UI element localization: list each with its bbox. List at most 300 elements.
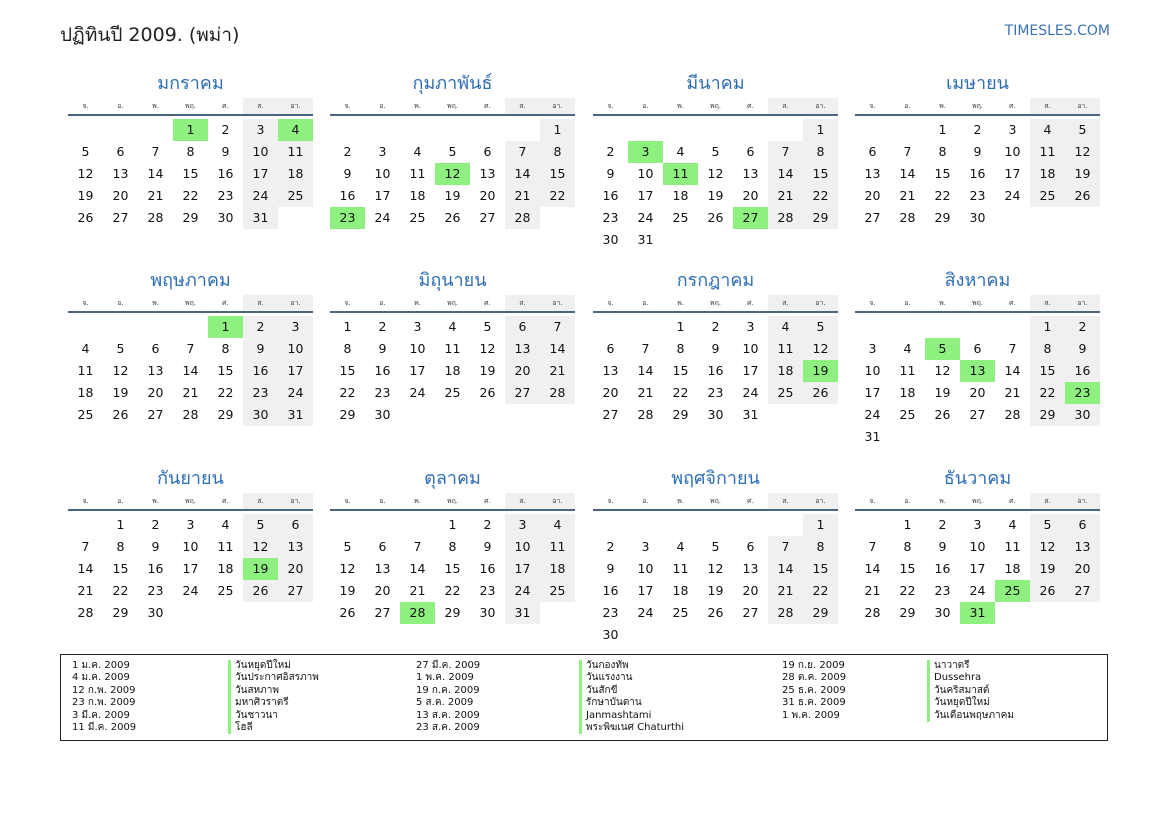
day-cell[interactable]: 12 [1065, 141, 1100, 163]
day-cell[interactable]: 4 [676, 539, 685, 554]
day-cell[interactable]: 21 [182, 385, 199, 400]
day-cell[interactable]: 8 [448, 539, 457, 554]
day-cell[interactable]: 10 [182, 539, 199, 554]
day-cell[interactable]: 3 [505, 514, 540, 536]
day-cell[interactable]: 5 [711, 539, 720, 554]
day-cell[interactable]: 14 [768, 163, 803, 185]
day-cell[interactable]: 8 [903, 539, 912, 554]
day-cell[interactable]: 11 [278, 141, 313, 163]
day-cell[interactable]: 16 [243, 360, 278, 382]
day-cell[interactable]: 11 [1030, 141, 1065, 163]
day-cell[interactable]: 7 [81, 539, 90, 554]
day-cell[interactable]: 1 [540, 119, 575, 141]
day-cell[interactable]: 10 [505, 536, 540, 558]
day-cell[interactable]: 19 [934, 385, 951, 400]
day-cell[interactable]: 8 [1030, 338, 1065, 360]
day-cell[interactable]: 26 [243, 580, 278, 602]
day-cell[interactable]: 8 [803, 141, 838, 163]
day-cell[interactable]: 17 [505, 558, 540, 580]
day-cell[interactable]: 22 [540, 185, 575, 207]
day-cell[interactable]: 8 [116, 539, 125, 554]
day-cell[interactable]: 30 [934, 605, 951, 620]
day-cell[interactable]: 15 [339, 363, 356, 378]
day-cell[interactable]: 26 [1030, 580, 1065, 602]
day-cell[interactable]: 9 [606, 561, 615, 576]
day-cell[interactable]: 3 [378, 144, 387, 159]
day-cell[interactable]: 30 [243, 404, 278, 426]
day-cell[interactable]: 6 [973, 341, 982, 356]
day-cell[interactable]: 31 [864, 429, 881, 444]
day-cell[interactable]: 12 [1030, 536, 1065, 558]
day-cell[interactable]: 8 [938, 144, 947, 159]
day-cell[interactable]: 21 [77, 583, 94, 598]
day-cell[interactable]: 10 [1004, 144, 1021, 159]
day-cell[interactable]: 10 [278, 338, 313, 360]
day-cell[interactable]: 7 [186, 341, 195, 356]
day-cell[interactable]: 15 [803, 558, 838, 580]
day-cell[interactable]: 14 [505, 163, 540, 185]
day-cell[interactable]: 27 [112, 210, 129, 225]
day-cell[interactable]: 23 [243, 382, 278, 404]
day-cell[interactable]: 28 [864, 605, 881, 620]
day-cell[interactable]: 7 [768, 536, 803, 558]
day-cell[interactable]: 14 [182, 363, 199, 378]
day-cell[interactable]: 18 [444, 363, 461, 378]
day-cell[interactable]: 23 [147, 583, 164, 598]
day-cell[interactable]: 15 [803, 163, 838, 185]
day-cell[interactable]: 25 [672, 210, 689, 225]
day-cell[interactable]: 20 [969, 385, 986, 400]
day-cell[interactable]: 25 [768, 382, 803, 404]
day-cell[interactable]: 1 [1030, 316, 1065, 338]
day-cell[interactable]: 7 [641, 341, 650, 356]
day-cell[interactable]: 5 [483, 319, 492, 334]
day-cell[interactable]: 22 [1030, 382, 1065, 404]
day-cell[interactable]: 29 [934, 210, 951, 225]
day-cell[interactable]: 25 [540, 580, 575, 602]
day-cell[interactable]: 23 [602, 605, 619, 620]
day-cell[interactable]: 4 [903, 341, 912, 356]
day-cell[interactable]: 1 [676, 319, 685, 334]
day-cell[interactable]: 7 [903, 144, 912, 159]
day-cell[interactable]: 26 [934, 407, 951, 422]
holiday-day-cell[interactable]: 5 [925, 338, 960, 360]
day-cell[interactable]: 28 [505, 207, 540, 229]
day-cell[interactable]: 24 [505, 580, 540, 602]
day-cell[interactable]: 29 [899, 605, 916, 620]
day-cell[interactable]: 6 [278, 514, 313, 536]
day-cell[interactable]: 9 [1065, 338, 1100, 360]
day-cell[interactable]: 6 [151, 341, 160, 356]
day-cell[interactable]: 23 [934, 583, 951, 598]
day-cell[interactable]: 19 [77, 188, 94, 203]
day-cell[interactable]: 5 [1030, 514, 1065, 536]
day-cell[interactable]: 4 [1030, 119, 1065, 141]
day-cell[interactable]: 20 [479, 188, 496, 203]
day-cell[interactable]: 15 [540, 163, 575, 185]
day-cell[interactable]: 3 [278, 316, 313, 338]
day-cell[interactable]: 4 [676, 144, 685, 159]
day-cell[interactable]: 4 [81, 341, 90, 356]
day-cell[interactable]: 17 [864, 385, 881, 400]
day-cell[interactable]: 16 [374, 363, 391, 378]
day-cell[interactable]: 6 [378, 539, 387, 554]
day-cell[interactable]: 7 [151, 144, 160, 159]
day-cell[interactable]: 15 [217, 363, 234, 378]
day-cell[interactable]: 24 [278, 382, 313, 404]
day-cell[interactable]: 21 [409, 583, 426, 598]
day-cell[interactable]: 5 [243, 514, 278, 536]
day-cell[interactable]: 13 [742, 561, 759, 576]
day-cell[interactable]: 22 [899, 583, 916, 598]
holiday-day-cell[interactable]: 1 [208, 316, 243, 338]
day-cell[interactable]: 3 [413, 319, 422, 334]
day-cell[interactable]: 18 [409, 188, 426, 203]
day-cell[interactable]: 15 [112, 561, 129, 576]
day-cell[interactable]: 23 [374, 385, 391, 400]
day-cell[interactable]: 12 [77, 166, 94, 181]
day-cell[interactable]: 3 [973, 517, 982, 532]
holiday-day-cell[interactable]: 12 [435, 163, 470, 185]
day-cell[interactable]: 3 [1008, 122, 1017, 137]
day-cell[interactable]: 29 [217, 407, 234, 422]
day-cell[interactable]: 9 [606, 166, 615, 181]
day-cell[interactable]: 15 [444, 561, 461, 576]
day-cell[interactable]: 2 [151, 517, 160, 532]
day-cell[interactable]: 10 [637, 561, 654, 576]
day-cell[interactable]: 14 [637, 363, 654, 378]
day-cell[interactable]: 20 [742, 188, 759, 203]
day-cell[interactable]: 6 [868, 144, 877, 159]
day-cell[interactable]: 29 [112, 605, 129, 620]
day-cell[interactable]: 25 [672, 605, 689, 620]
day-cell[interactable]: 31 [742, 407, 759, 422]
day-cell[interactable]: 7 [540, 316, 575, 338]
day-cell[interactable]: 17 [637, 188, 654, 203]
day-cell[interactable]: 20 [374, 583, 391, 598]
day-cell[interactable]: 9 [973, 144, 982, 159]
day-cell[interactable]: 23 [217, 188, 234, 203]
day-cell[interactable]: 24 [374, 210, 391, 225]
day-cell[interactable]: 31 [505, 602, 540, 624]
day-cell[interactable]: 9 [938, 539, 947, 554]
day-cell[interactable]: 6 [746, 539, 755, 554]
day-cell[interactable]: 2 [606, 539, 615, 554]
day-cell[interactable]: 24 [742, 385, 759, 400]
day-cell[interactable]: 30 [147, 605, 164, 620]
day-cell[interactable]: 14 [1004, 363, 1021, 378]
day-cell[interactable]: 8 [803, 536, 838, 558]
day-cell[interactable]: 16 [934, 561, 951, 576]
day-cell[interactable]: 27 [864, 210, 881, 225]
holiday-day-cell[interactable]: 27 [733, 207, 768, 229]
day-cell[interactable]: 8 [221, 341, 230, 356]
day-cell[interactable]: 14 [899, 166, 916, 181]
day-cell[interactable]: 10 [864, 363, 881, 378]
day-cell[interactable]: 9 [221, 144, 230, 159]
day-cell[interactable]: 18 [278, 163, 313, 185]
holiday-day-cell[interactable]: 4 [278, 119, 313, 141]
day-cell[interactable]: 28 [540, 382, 575, 404]
day-cell[interactable]: 14 [77, 561, 94, 576]
day-cell[interactable]: 17 [409, 363, 426, 378]
day-cell[interactable]: 1 [938, 122, 947, 137]
day-cell[interactable]: 17 [969, 561, 986, 576]
day-cell[interactable]: 31 [278, 404, 313, 426]
day-cell[interactable]: 17 [243, 163, 278, 185]
day-cell[interactable]: 17 [1004, 166, 1021, 181]
day-cell[interactable]: 5 [803, 316, 838, 338]
day-cell[interactable]: 6 [606, 341, 615, 356]
day-cell[interactable]: 24 [637, 605, 654, 620]
day-cell[interactable]: 21 [505, 185, 540, 207]
day-cell[interactable]: 13 [147, 363, 164, 378]
day-cell[interactable]: 29 [339, 407, 356, 422]
day-cell[interactable]: 30 [1065, 404, 1100, 426]
day-cell[interactable]: 14 [768, 558, 803, 580]
holiday-day-cell[interactable]: 19 [243, 558, 278, 580]
day-cell[interactable]: 26 [444, 210, 461, 225]
day-cell[interactable]: 30 [602, 232, 619, 247]
day-cell[interactable]: 11 [409, 166, 426, 181]
day-cell[interactable]: 2 [938, 517, 947, 532]
day-cell[interactable]: 7 [868, 539, 877, 554]
day-cell[interactable]: 1 [803, 514, 838, 536]
day-cell[interactable]: 21 [899, 188, 916, 203]
day-cell[interactable]: 29 [803, 602, 838, 624]
day-cell[interactable]: 24 [864, 407, 881, 422]
day-cell[interactable]: 20 [278, 558, 313, 580]
day-cell[interactable]: 23 [602, 210, 619, 225]
day-cell[interactable]: 12 [803, 338, 838, 360]
day-cell[interactable]: 11 [217, 539, 234, 554]
day-cell[interactable]: 11 [444, 341, 461, 356]
day-cell[interactable]: 2 [1065, 316, 1100, 338]
day-cell[interactable]: 30 [602, 627, 619, 642]
day-cell[interactable]: 2 [221, 122, 230, 137]
holiday-day-cell[interactable]: 28 [400, 602, 435, 624]
day-cell[interactable]: 21 [540, 360, 575, 382]
day-cell[interactable]: 18 [217, 561, 234, 576]
day-cell[interactable]: 10 [243, 141, 278, 163]
day-cell[interactable]: 5 [711, 144, 720, 159]
day-cell[interactable]: 21 [864, 583, 881, 598]
day-cell[interactable]: 13 [112, 166, 129, 181]
day-cell[interactable]: 25 [444, 385, 461, 400]
day-cell[interactable]: 16 [147, 561, 164, 576]
day-cell[interactable]: 16 [339, 188, 356, 203]
holiday-day-cell[interactable]: 13 [960, 360, 995, 382]
day-cell[interactable]: 18 [672, 583, 689, 598]
holiday-day-cell[interactable]: 19 [803, 360, 838, 382]
day-cell[interactable]: 28 [1004, 407, 1021, 422]
day-cell[interactable]: 20 [864, 188, 881, 203]
day-cell[interactable]: 13 [374, 561, 391, 576]
day-cell[interactable]: 10 [409, 341, 426, 356]
day-cell[interactable]: 21 [637, 385, 654, 400]
day-cell[interactable]: 27 [374, 605, 391, 620]
day-cell[interactable]: 12 [707, 166, 724, 181]
day-cell[interactable]: 13 [602, 363, 619, 378]
day-cell[interactable]: 27 [278, 580, 313, 602]
day-cell[interactable]: 5 [81, 144, 90, 159]
day-cell[interactable]: 9 [378, 341, 387, 356]
day-cell[interactable]: 2 [606, 144, 615, 159]
day-cell[interactable]: 25 [278, 185, 313, 207]
day-cell[interactable]: 11 [768, 338, 803, 360]
holiday-day-cell[interactable]: 1 [173, 119, 208, 141]
day-cell[interactable]: 27 [742, 605, 759, 620]
day-cell[interactable]: 1 [116, 517, 125, 532]
day-cell[interactable]: 1 [903, 517, 912, 532]
day-cell[interactable]: 13 [479, 166, 496, 181]
day-cell[interactable]: 29 [803, 207, 838, 229]
day-cell[interactable]: 19 [707, 188, 724, 203]
day-cell[interactable]: 18 [540, 558, 575, 580]
day-cell[interactable]: 20 [505, 360, 540, 382]
day-cell[interactable]: 1 [448, 517, 457, 532]
day-cell[interactable]: 27 [602, 407, 619, 422]
day-cell[interactable]: 11 [899, 363, 916, 378]
day-cell[interactable]: 5 [1065, 119, 1100, 141]
day-cell[interactable]: 17 [637, 583, 654, 598]
day-cell[interactable]: 26 [1065, 185, 1100, 207]
site-link[interactable]: TIMESLES.COM [1004, 23, 1110, 39]
day-cell[interactable]: 11 [540, 536, 575, 558]
day-cell[interactable]: 1 [343, 319, 352, 334]
day-cell[interactable]: 4 [413, 144, 422, 159]
day-cell[interactable]: 27 [505, 382, 540, 404]
day-cell[interactable]: 4 [221, 517, 230, 532]
day-cell[interactable]: 18 [672, 188, 689, 203]
day-cell[interactable]: 6 [1065, 514, 1100, 536]
day-cell[interactable]: 12 [479, 341, 496, 356]
day-cell[interactable]: 22 [803, 185, 838, 207]
day-cell[interactable]: 24 [182, 583, 199, 598]
day-cell[interactable]: 30 [479, 605, 496, 620]
day-cell[interactable]: 4 [540, 514, 575, 536]
day-cell[interactable]: 15 [1030, 360, 1065, 382]
holiday-day-cell[interactable]: 3 [628, 141, 663, 163]
day-cell[interactable]: 6 [483, 144, 492, 159]
day-cell[interactable]: 28 [637, 407, 654, 422]
day-cell[interactable]: 8 [343, 341, 352, 356]
day-cell[interactable]: 22 [803, 580, 838, 602]
day-cell[interactable]: 7 [505, 141, 540, 163]
day-cell[interactable]: 30 [217, 210, 234, 225]
day-cell[interactable]: 25 [899, 407, 916, 422]
day-cell[interactable]: 26 [479, 385, 496, 400]
day-cell[interactable]: 15 [899, 561, 916, 576]
day-cell[interactable]: 18 [1004, 561, 1021, 576]
day-cell[interactable]: 22 [182, 188, 199, 203]
day-cell[interactable]: 16 [217, 166, 234, 181]
day-cell[interactable]: 29 [1030, 404, 1065, 426]
day-cell[interactable]: 30 [374, 407, 391, 422]
day-cell[interactable]: 4 [1008, 517, 1017, 532]
day-cell[interactable]: 12 [112, 363, 129, 378]
day-cell[interactable]: 10 [374, 166, 391, 181]
day-cell[interactable]: 2 [243, 316, 278, 338]
day-cell[interactable]: 3 [868, 341, 877, 356]
day-cell[interactable]: 19 [479, 363, 496, 378]
day-cell[interactable]: 19 [444, 188, 461, 203]
day-cell[interactable]: 8 [676, 341, 685, 356]
day-cell[interactable]: 24 [969, 583, 986, 598]
day-cell[interactable]: 13 [505, 338, 540, 360]
day-cell[interactable]: 23 [479, 583, 496, 598]
day-cell[interactable]: 10 [969, 539, 986, 554]
day-cell[interactable]: 10 [742, 341, 759, 356]
day-cell[interactable]: 9 [151, 539, 160, 554]
day-cell[interactable]: 11 [77, 363, 94, 378]
day-cell[interactable]: 21 [1004, 385, 1021, 400]
day-cell[interactable]: 26 [707, 210, 724, 225]
day-cell[interactable]: 26 [707, 605, 724, 620]
day-cell[interactable]: 22 [112, 583, 129, 598]
day-cell[interactable]: 23 [707, 385, 724, 400]
day-cell[interactable]: 16 [479, 561, 496, 576]
day-cell[interactable]: 28 [147, 210, 164, 225]
day-cell[interactable]: 27 [969, 407, 986, 422]
day-cell[interactable]: 19 [1030, 558, 1065, 580]
day-cell[interactable]: 18 [768, 360, 803, 382]
day-cell[interactable]: 31 [637, 232, 654, 247]
day-cell[interactable]: 9 [243, 338, 278, 360]
day-cell[interactable]: 28 [768, 602, 803, 624]
day-cell[interactable]: 9 [483, 539, 492, 554]
day-cell[interactable]: 22 [934, 188, 951, 203]
holiday-day-cell[interactable]: 23 [1065, 382, 1100, 404]
day-cell[interactable]: 7 [413, 539, 422, 554]
day-cell[interactable]: 25 [217, 583, 234, 598]
day-cell[interactable]: 4 [448, 319, 457, 334]
day-cell[interactable]: 14 [147, 166, 164, 181]
day-cell[interactable]: 26 [112, 407, 129, 422]
day-cell[interactable]: 2 [973, 122, 982, 137]
day-cell[interactable]: 3 [746, 319, 755, 334]
day-cell[interactable]: 19 [339, 583, 356, 598]
day-cell[interactable]: 7 [768, 141, 803, 163]
day-cell[interactable]: 29 [444, 605, 461, 620]
day-cell[interactable]: 19 [112, 385, 129, 400]
day-cell[interactable]: 13 [864, 166, 881, 181]
day-cell[interactable]: 1 [803, 119, 838, 141]
day-cell[interactable]: 20 [1065, 558, 1100, 580]
day-cell[interactable]: 8 [186, 144, 195, 159]
day-cell[interactable]: 5 [343, 539, 352, 554]
day-cell[interactable]: 2 [378, 319, 387, 334]
day-cell[interactable]: 22 [339, 385, 356, 400]
day-cell[interactable]: 18 [77, 385, 94, 400]
day-cell[interactable]: 12 [707, 561, 724, 576]
day-cell[interactable]: 17 [278, 360, 313, 382]
day-cell[interactable]: 5 [116, 341, 125, 356]
day-cell[interactable]: 31 [243, 207, 278, 229]
day-cell[interactable]: 2 [343, 144, 352, 159]
day-cell[interactable]: 20 [112, 188, 129, 203]
day-cell[interactable]: 16 [707, 363, 724, 378]
day-cell[interactable]: 29 [182, 210, 199, 225]
day-cell[interactable]: 14 [864, 561, 881, 576]
day-cell[interactable]: 21 [768, 185, 803, 207]
day-cell[interactable]: 26 [803, 382, 838, 404]
day-cell[interactable]: 11 [1004, 539, 1021, 554]
day-cell[interactable]: 30 [969, 210, 986, 225]
day-cell[interactable]: 20 [147, 385, 164, 400]
day-cell[interactable]: 5 [448, 144, 457, 159]
holiday-day-cell[interactable]: 23 [330, 207, 365, 229]
